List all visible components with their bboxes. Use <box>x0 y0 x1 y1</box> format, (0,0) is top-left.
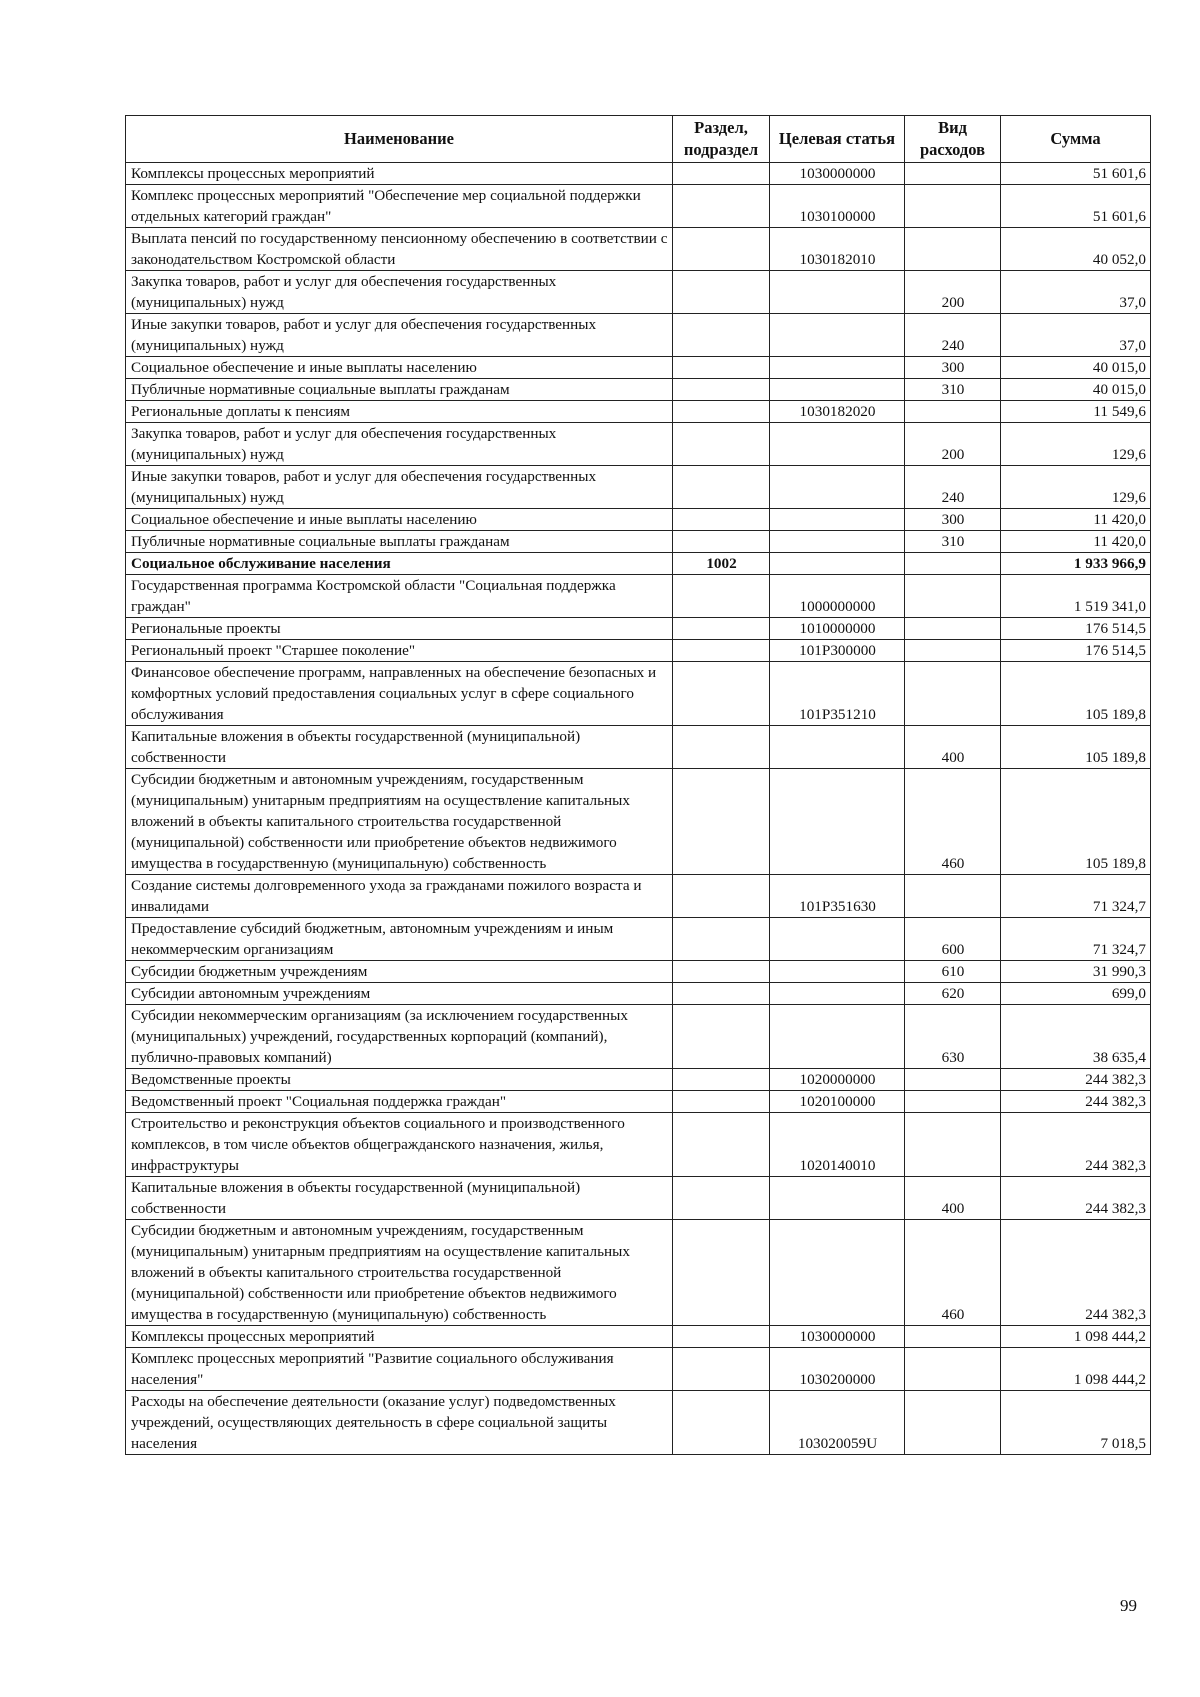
cell-target: 101P351210 <box>770 662 905 726</box>
cell-name: Комплексы процессных мероприятий <box>126 163 673 185</box>
cell-section <box>673 1113 770 1177</box>
cell-target: 103020059U <box>770 1391 905 1455</box>
cell-kind <box>905 1069 1001 1091</box>
cell-name: Выплата пенсий по государственному пенсионному обеспечению в соответствии с законодательством Костромской области <box>126 228 673 271</box>
cell-sum: 176 514,5 <box>1001 640 1151 662</box>
table-row <box>126 618 1151 640</box>
cell-section <box>673 918 770 961</box>
cell-target: 101P351630 <box>770 875 905 918</box>
table-row <box>126 401 1151 423</box>
cell-kind: 610 <box>905 961 1001 983</box>
cell-section <box>673 640 770 662</box>
table-row <box>126 423 1151 466</box>
cell-kind <box>905 1113 1001 1177</box>
cell-sum: 1 933 966,9 <box>1001 553 1151 575</box>
cell-sum: 7 018,5 <box>1001 1391 1151 1455</box>
cell-target: 1030100000 <box>770 185 905 228</box>
cell-kind <box>905 163 1001 185</box>
cell-section <box>673 379 770 401</box>
table-row <box>126 553 1151 575</box>
cell-sum: 37,0 <box>1001 314 1151 357</box>
cell-kind: 460 <box>905 769 1001 875</box>
cell-sum: 105 189,8 <box>1001 662 1151 726</box>
cell-name: Комплексы процессных мероприятий <box>126 1326 673 1348</box>
cell-sum: 37,0 <box>1001 271 1151 314</box>
cell-section <box>673 1005 770 1069</box>
cell-target <box>770 726 905 769</box>
cell-section <box>673 875 770 918</box>
cell-kind: 300 <box>905 357 1001 379</box>
cell-kind <box>905 401 1001 423</box>
table-row <box>126 983 1151 1005</box>
cell-target: 1030182020 <box>770 401 905 423</box>
cell-section <box>673 769 770 875</box>
cell-sum: 51 601,6 <box>1001 185 1151 228</box>
cell-sum: 129,6 <box>1001 423 1151 466</box>
cell-name: Капитальные вложения в объекты государственной (муниципальной) собственности <box>126 1177 673 1220</box>
table-row <box>126 726 1151 769</box>
cell-kind: 200 <box>905 423 1001 466</box>
header-name: Наименование <box>126 116 673 163</box>
cell-kind: 240 <box>905 466 1001 509</box>
cell-target: 1030000000 <box>770 163 905 185</box>
table-row <box>126 1091 1151 1113</box>
cell-target: 1030182010 <box>770 228 905 271</box>
cell-kind <box>905 553 1001 575</box>
cell-name: Социальное обслуживание населения <box>126 553 673 575</box>
table-row <box>126 575 1151 618</box>
cell-target: 1010000000 <box>770 618 905 640</box>
page-number: 99 <box>1120 1596 1137 1615</box>
cell-name: Закупка товаров, работ и услуг для обеспечения государственных (муниципальных) нужд <box>126 271 673 314</box>
cell-name: Региональные доплаты к пенсиям <box>126 401 673 423</box>
cell-name: Публичные нормативные социальные выплаты гражданам <box>126 379 673 401</box>
table-row <box>126 357 1151 379</box>
cell-section <box>673 1091 770 1113</box>
cell-sum: 40 052,0 <box>1001 228 1151 271</box>
cell-name: Региональные проекты <box>126 618 673 640</box>
cell-kind: 600 <box>905 918 1001 961</box>
cell-section <box>673 357 770 379</box>
table-row <box>126 314 1151 357</box>
cell-target <box>770 271 905 314</box>
cell-name: Государственная программа Костромской области "Социальная поддержка граждан" <box>126 575 673 618</box>
cell-sum: 38 635,4 <box>1001 1005 1151 1069</box>
cell-sum: 105 189,8 <box>1001 726 1151 769</box>
cell-kind <box>905 1091 1001 1113</box>
cell-sum: 244 382,3 <box>1001 1069 1151 1091</box>
cell-section <box>673 531 770 553</box>
cell-target <box>770 769 905 875</box>
table-row <box>126 1005 1151 1069</box>
cell-kind <box>905 1391 1001 1455</box>
cell-name: Комплекс процессных мероприятий "Развитие социального обслуживания населения" <box>126 1348 673 1391</box>
cell-sum: 129,6 <box>1001 466 1151 509</box>
table-row <box>126 379 1151 401</box>
cell-section <box>673 1220 770 1326</box>
cell-kind: 620 <box>905 983 1001 1005</box>
table-row <box>126 1069 1151 1091</box>
header-sum: Сумма <box>1001 116 1151 163</box>
cell-section <box>673 466 770 509</box>
cell-target <box>770 1220 905 1326</box>
cell-section <box>673 983 770 1005</box>
cell-kind <box>905 662 1001 726</box>
cell-section <box>673 423 770 466</box>
cell-target <box>770 423 905 466</box>
cell-target <box>770 983 905 1005</box>
cell-sum: 1 098 444,2 <box>1001 1326 1151 1348</box>
table-row <box>126 1177 1151 1220</box>
cell-target: 1020140010 <box>770 1113 905 1177</box>
cell-sum: 40 015,0 <box>1001 379 1151 401</box>
cell-kind: 300 <box>905 509 1001 531</box>
cell-target: 1000000000 <box>770 575 905 618</box>
cell-target <box>770 1177 905 1220</box>
cell-name: Создание системы долговременного ухода за гражданами пожилого возраста и инвалидами <box>126 875 673 918</box>
cell-section <box>673 509 770 531</box>
cell-kind <box>905 1348 1001 1391</box>
header-target: Целевая статья <box>770 116 905 163</box>
table-row <box>126 875 1151 918</box>
table-row <box>126 509 1151 531</box>
cell-name: Ведомственные проекты <box>126 1069 673 1091</box>
table-row <box>126 271 1151 314</box>
cell-section <box>673 1177 770 1220</box>
cell-kind <box>905 575 1001 618</box>
table-row <box>126 769 1151 875</box>
table-row <box>126 466 1151 509</box>
table-row <box>126 1391 1151 1455</box>
cell-section <box>673 726 770 769</box>
header-section: Раздел, подраздел <box>673 116 770 163</box>
cell-sum: 244 382,3 <box>1001 1177 1151 1220</box>
cell-name: Иные закупки товаров, работ и услуг для обеспечения государственных (муниципальных) нужд <box>126 466 673 509</box>
cell-section <box>673 1069 770 1091</box>
cell-name: Социальное обеспечение и иные выплаты населению <box>126 357 673 379</box>
cell-name: Субсидии бюджетным и автономным учреждениям, государственным (муниципальным) унитарным предприятиям на осуществление капитальных вложений в объекты капитального строительства государственной (муниципальной) собственности или приобретение объектов недвижимого имущества в государственную (муниципальную) собственность <box>126 769 673 875</box>
table-row <box>126 1348 1151 1391</box>
cell-section <box>673 961 770 983</box>
cell-target: 1020100000 <box>770 1091 905 1113</box>
cell-section <box>673 1391 770 1455</box>
cell-target <box>770 918 905 961</box>
table-row <box>126 1220 1151 1326</box>
table-row <box>126 1113 1151 1177</box>
cell-section: 1002 <box>673 553 770 575</box>
cell-section <box>673 662 770 726</box>
cell-name: Закупка товаров, работ и услуг для обеспечения государственных (муниципальных) нужд <box>126 423 673 466</box>
cell-name: Ведомственный проект "Социальная поддержка граждан" <box>126 1091 673 1113</box>
cell-target: 1030200000 <box>770 1348 905 1391</box>
cell-section <box>673 163 770 185</box>
cell-name: Субсидии автономным учреждениям <box>126 983 673 1005</box>
cell-name: Субсидии бюджетным и автономным учреждениям, государственным (муниципальным) унитарным предприятиям на осуществление капитальных вложений в объекты капитального строительства государственной (муниципальной) собственности или приобретение объектов недвижимого имущества в государственную (муниципальную) собственность <box>126 1220 673 1326</box>
cell-name: Субсидии бюджетным учреждениям <box>126 961 673 983</box>
cell-sum: 51 601,6 <box>1001 163 1151 185</box>
cell-sum: 699,0 <box>1001 983 1151 1005</box>
cell-section <box>673 1348 770 1391</box>
table-row <box>126 163 1151 185</box>
cell-sum: 244 382,3 <box>1001 1091 1151 1113</box>
cell-target <box>770 961 905 983</box>
cell-target <box>770 553 905 575</box>
cell-section <box>673 1326 770 1348</box>
cell-sum: 71 324,7 <box>1001 875 1151 918</box>
cell-kind: 310 <box>905 531 1001 553</box>
cell-target <box>770 379 905 401</box>
cell-name: Социальное обеспечение и иные выплаты населению <box>126 509 673 531</box>
cell-kind: 310 <box>905 379 1001 401</box>
cell-kind <box>905 228 1001 271</box>
cell-section <box>673 575 770 618</box>
table-row <box>126 228 1151 271</box>
cell-section <box>673 314 770 357</box>
cell-section <box>673 185 770 228</box>
table-row <box>126 961 1151 983</box>
cell-name: Публичные нормативные социальные выплаты гражданам <box>126 531 673 553</box>
cell-kind <box>905 875 1001 918</box>
cell-sum: 11 549,6 <box>1001 401 1151 423</box>
table-row <box>126 640 1151 662</box>
cell-sum: 105 189,8 <box>1001 769 1151 875</box>
cell-name: Финансовое обеспечение программ, направленных на обеспечение безопасных и комфортных условий предоставления социальных услуг в сфере социального обслуживания <box>126 662 673 726</box>
cell-name: Региональный проект "Старшее поколение" <box>126 640 673 662</box>
cell-kind <box>905 618 1001 640</box>
cell-target <box>770 509 905 531</box>
cell-sum: 1 519 341,0 <box>1001 575 1151 618</box>
cell-sum: 11 420,0 <box>1001 531 1151 553</box>
cell-name: Иные закупки товаров, работ и услуг для обеспечения государственных (муниципальных) нужд <box>126 314 673 357</box>
cell-name: Субсидии некоммерческим организациям (за исключением государственных (муниципальных) учреждений, государственных корпораций (компаний), публично-правовых компаний) <box>126 1005 673 1069</box>
cell-kind: 200 <box>905 271 1001 314</box>
table-row <box>126 662 1151 726</box>
cell-name: Строительство и реконструкция объектов социального и производственного комплексов, в том числе объектов общегражданского назначения, жилья, инфраструктуры <box>126 1113 673 1177</box>
cell-target <box>770 357 905 379</box>
cell-kind: 630 <box>905 1005 1001 1069</box>
cell-name: Капитальные вложения в объекты государственной (муниципальной) собственности <box>126 726 673 769</box>
cell-target <box>770 1005 905 1069</box>
cell-sum: 40 015,0 <box>1001 357 1151 379</box>
cell-sum: 244 382,3 <box>1001 1220 1151 1326</box>
table-row <box>126 185 1151 228</box>
cell-target: 1030000000 <box>770 1326 905 1348</box>
cell-kind <box>905 185 1001 228</box>
cell-target <box>770 466 905 509</box>
cell-sum: 31 990,3 <box>1001 961 1151 983</box>
table-row <box>126 1326 1151 1348</box>
cell-target: 1020000000 <box>770 1069 905 1091</box>
table-body <box>126 163 1151 1455</box>
cell-kind: 400 <box>905 1177 1001 1220</box>
cell-section <box>673 228 770 271</box>
cell-section <box>673 271 770 314</box>
cell-target <box>770 314 905 357</box>
cell-kind: 460 <box>905 1220 1001 1326</box>
cell-kind: 240 <box>905 314 1001 357</box>
cell-sum: 1 098 444,2 <box>1001 1348 1151 1391</box>
cell-target <box>770 531 905 553</box>
cell-sum: 176 514,5 <box>1001 618 1151 640</box>
cell-sum: 11 420,0 <box>1001 509 1151 531</box>
cell-kind <box>905 640 1001 662</box>
cell-name: Расходы на обеспечение деятельности (оказание услуг) подведомственных учреждений, осуществляющих деятельность в сфере социальной защиты населения <box>126 1391 673 1455</box>
budget-table <box>125 115 1151 1455</box>
table-row <box>126 918 1151 961</box>
cell-name: Комплекс процессных мероприятий "Обеспечение мер социальной поддержки отдельных категорий граждан" <box>126 185 673 228</box>
table-row <box>126 531 1151 553</box>
cell-kind: 400 <box>905 726 1001 769</box>
cell-kind <box>905 1326 1001 1348</box>
header-kind: Вид расходов <box>905 116 1001 163</box>
table-header <box>126 116 1151 163</box>
cell-sum: 71 324,7 <box>1001 918 1151 961</box>
cell-name: Предоставление субсидий бюджетным, автономным учреждениям и иным некоммерческим организациям <box>126 918 673 961</box>
cell-section <box>673 401 770 423</box>
cell-section <box>673 618 770 640</box>
cell-target: 101P300000 <box>770 640 905 662</box>
cell-sum: 244 382,3 <box>1001 1113 1151 1177</box>
